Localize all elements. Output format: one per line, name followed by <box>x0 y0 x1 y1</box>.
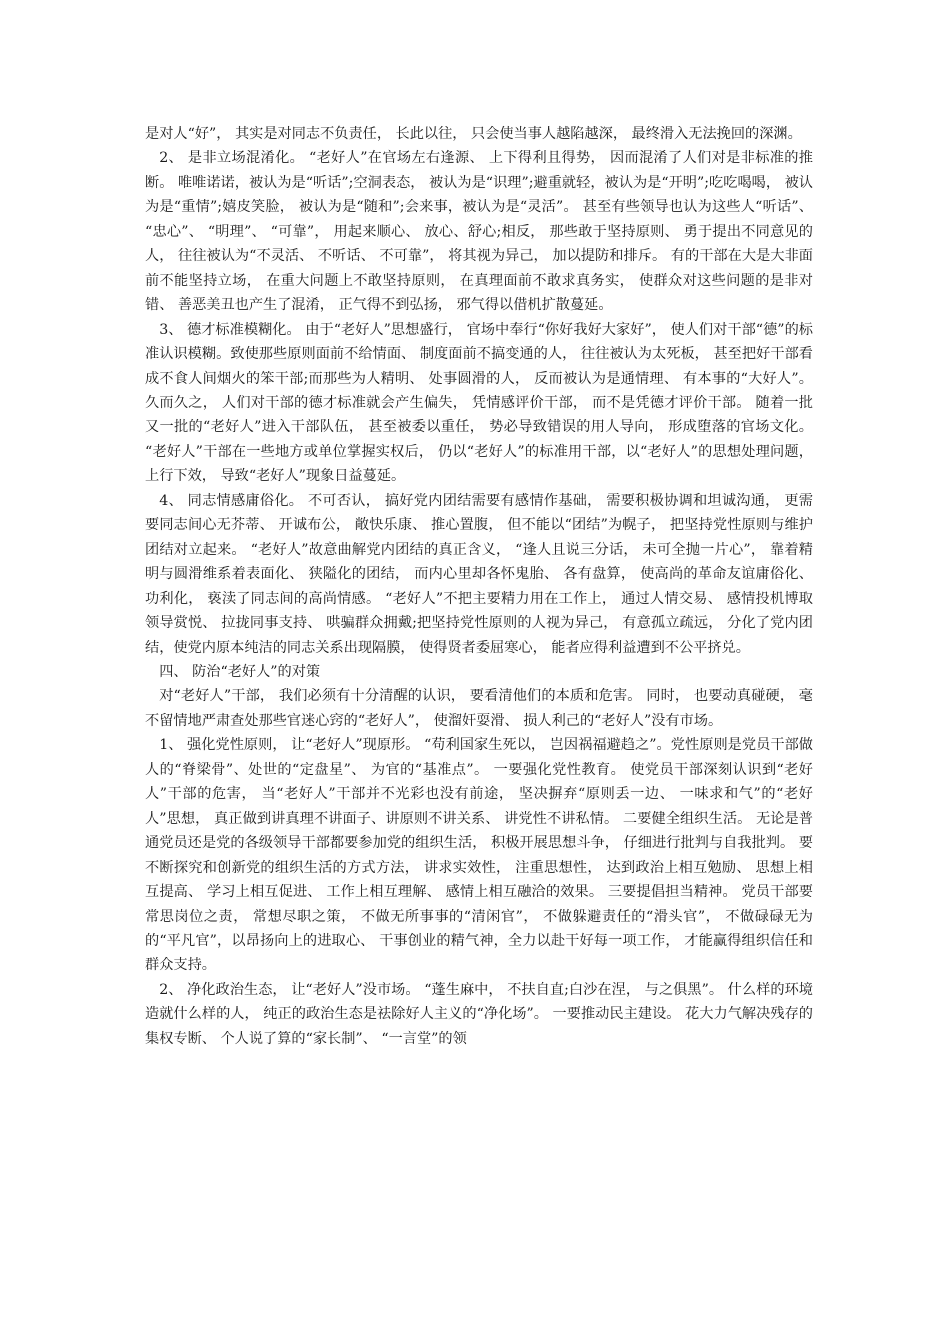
paragraph-section-2: 2、 是非立场混淆化。 “老好人”在官场左右逢源、 上下得利且得势， 因而混淆了人们对是非标准的推断。 唯唯诺诺，被认为是“听话”;空洞表态， 被认为是“识理”;避重就轻，被认为是“开明”;吃吃喝喝， 被认为是“重情”;嬉皮笑脸， 被认为是“随和”;会来事，被认为是“灵活”。 甚至有些领导也认为这些人“听话”、 “忠心”、 “明理”、 “可靠”， 用起来顺心、 放心、舒心;相反， 那些敢于坚持原则、 勇于提出不同意见的人， 往往被认为“不灵活、 不听话、 不可靠”， 将其视为异己， 加以提防和排斥。 有的干部在大是大非面前不能坚持立场， 在重大问题上不敢坚持原则， 在真理面前不敢求真务实， 使群众对这些问题的是非对错、 善恶美丑也产生了混淆， 正气得不到弘扬， 邪气得以借机扩散蔓延。 <box>145 150 813 314</box>
paragraph-continuation: 是对人“好”， 其实是对同志不负责任， 长此以往， 只会使当事人越陷越深， 最终滑入无法挽回的深渊。 <box>145 126 802 142</box>
section-heading: 四、 防治“老好人”的对策 <box>159 663 321 680</box>
paragraph-intro: 对“老好人”干部， 我们必须有十分清醒的认识， 要看清他们的本质和危害。 同时， 也要动真碰硬， 毫不留情地严肃查处那些官迷心窍的“老好人”， 使溜奸耍滑、 损人利己的“老好人”没有市场。 <box>145 688 813 729</box>
document-page <box>145 122 813 1051</box>
paragraph-section-4: 4、 同志情感庸俗化。 不可否认， 搞好党内团结需要有感情作基础， 需要积极协调和坦诚沟通， 更需要同志间心无芥蒂、 开诚布公， 敞快乐康、 推心置腹， 但不能以“团结”为幌子， 把坚持党性原则与维护团结对立起来。 “老好人”故意曲解党内团结的真正含义， “逢人且说三分话， 未可全抛一片心”， 靠着精明与圆滑维系着表面化、 狭隘化的团结， 而内心里却各怀鬼胎、 各有盘算， 使高尚的革命友谊庸俗化、 功利化， 亵渎了同志间的高尚情感。 “老好人”不把主要精力用在工作上， 通过人情交易、 感情投机博取领导赏悦、 拉拢同事支持、 哄骗群众拥戴;把坚持党性原则的人视为异己， 有意孤立疏远， 分化了党内团结，使党内原本纯洁的同志关系出现隔膜， 使得贤者委屈寒心， 能者应得利益遭到不公平挤兑。 <box>145 492 813 656</box>
paragraph-measure-1: 1、 强化党性原则， 让“老好人”现原形。 “苟利国家生死以， 岂因祸福避趋之”。党性原则是党员干部做人的“脊梁骨”、处世的“定盘星”、 为官的“基准点”。 一要强化党性教育。 使党员干部深刻认识到“老好人”干部的危害， 当“老好人”干部并不光彩也没有前途， 坚决摒弃“原则丢一边、 一味求和气”的“老好人”思想， 真正做到讲真理不讲面子、讲原则不讲关系、 讲党性不讲私情。 二要健全组织生活。 无论是普通党员还是党的各级领导干部都要参加党的组织生活， 积极开展思想斗争， 仔细进行批判与自我批判。 要不断探究和创新党的组织生活的方式方法， 讲求实效性， 注重思想性， 达到政治上相互勉励、 思想上相互提高、 学习上相互促进、 工作上相互理解、 感情上相互融洽的效果。 三要提倡担当精神。 党员干部要常思岗位之责， 常想尽职之策， 不做无所事事的“清闲官”， 不做躲避责任的“滑头官”， 不做碌碌无为的“平凡官”，以昂扬向上的进取心、 干事创业的精气神，全力以赴干好每一项工作， 才能赢得组织信任和群众支持。 <box>145 737 813 974</box>
paragraph-section-3: 3、 德才标准模糊化。 由于“老好人”思想盛行， 官场中奉行“你好我好大家好”， 使人们对干部“德”的标准认识模糊。致使那些原则面前不给情面、 制度面前不搞变通的人， 往往被认为太死板， 甚至把好干部看成不食人间烟火的笨干部;而那些为人精明、 处事圆滑的人， 反而被认为是通情理、 有本事的“大好人”。 久而久之， 人们对干部的德才标准就会产生偏失， 凭情感评价干部， 而不是凭德才评价干部。 随着一批又一批的“老好人”进入干部队伍， 甚至被委以重任， 势必导致错误的用人导向， 形成堕落的官场文化。 “老好人”干部在一些地方或单位掌握实权后， 仍以“老好人”的标准用干部，以“老好人”的思想处理问题， 上行下效， 导致“老好人”现象日益蔓延。 <box>145 321 813 485</box>
paragraph-measure-2: 2、 净化政治生态， 让“老好人”没市场。 “蓬生麻中， 不扶自直;白沙在涅， 与之俱黑”。 什么样的环境造就什么样的人， 纯正的政治生态是祛除好人主义的“净化场”。 一要推动民主建设。 花大力气解决残存的集权专断、 个人说了算的“家长制”、 “一言堂”的领 <box>145 981 813 1047</box>
